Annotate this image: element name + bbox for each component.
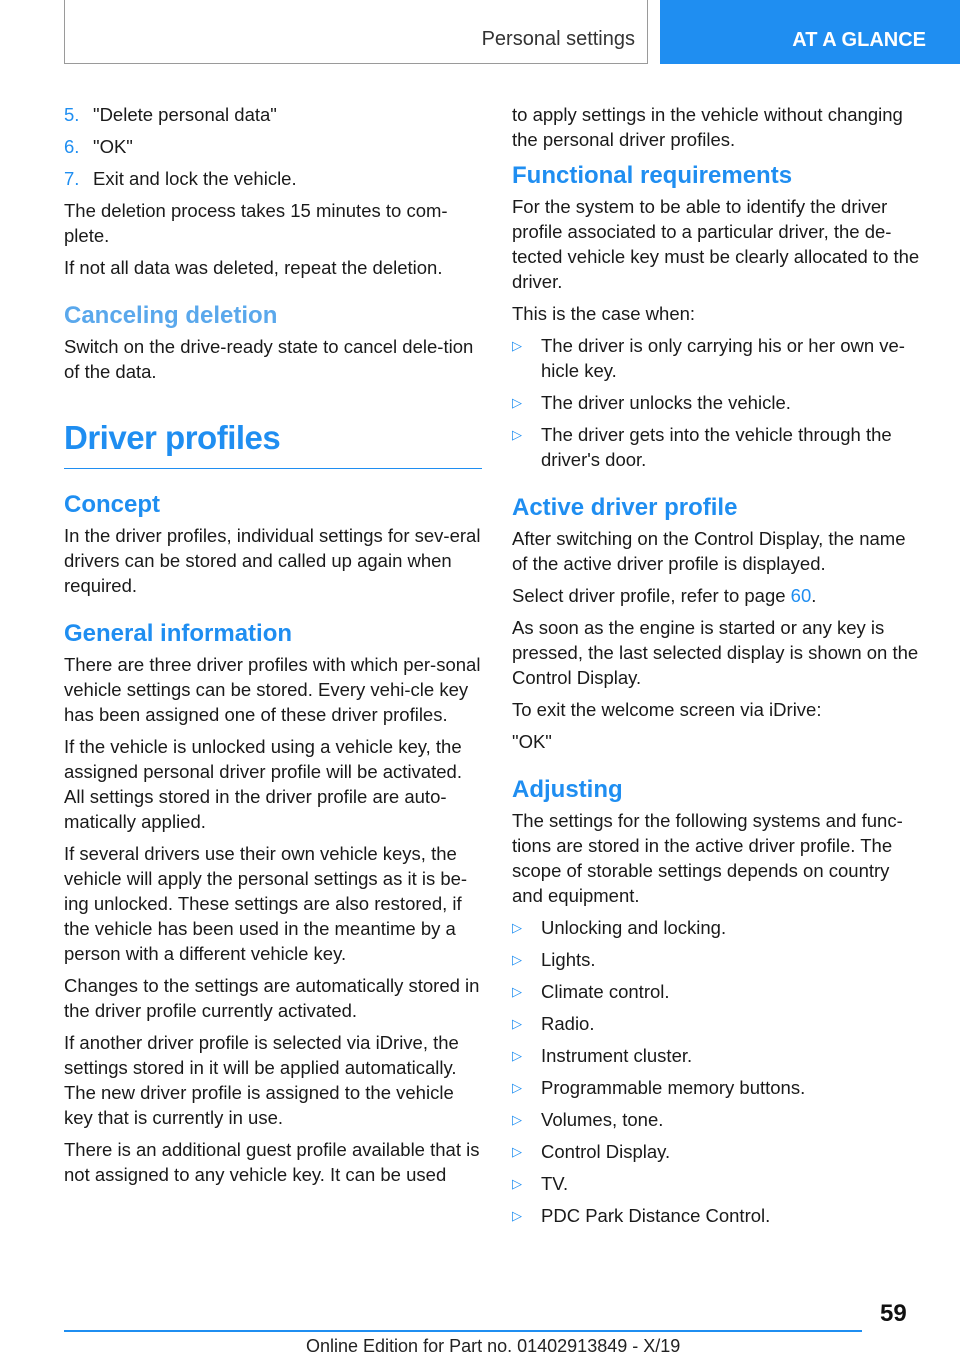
- paragraph: There is an additional guest profile available that is not assigned to any vehicle key. It can be used: [64, 1139, 480, 1185]
- triangle-bullet-icon: ▷: [512, 1144, 522, 1159]
- paragraph: If not all data was deleted, repeat the deletion.: [64, 257, 443, 278]
- paragraph: There are three driver profiles with which per‐sonal vehicle settings can be stored. Every vehi‐cle key has been assigned one of these driver profiles.: [64, 654, 481, 725]
- footer-divider: [64, 1330, 862, 1332]
- page-reference-link[interactable]: 60: [790, 585, 812, 606]
- triangle-bullet-icon: ▷: [512, 984, 522, 999]
- paragraph: If the vehicle is unlocked using a vehicle key, the assigned personal driver profile will be activated. All settings stored in the driver profile are auto‐matically applied.: [64, 736, 462, 832]
- list-item-text: The driver gets into the vehicle through the driver's door.: [541, 424, 892, 470]
- step-item: [64, 134, 482, 159]
- list-item-text: The driver is only carrying his or her own ve‐hicle key.: [541, 335, 905, 381]
- list-item-text: Volumes, tone.: [541, 1109, 664, 1130]
- paragraph: If several drivers use their own vehicle keys, the vehicle will apply the personal settings as it is be‐ing unlocked. These settings are also restored, if the vehicle has been used in the meantime by a person with a different vehicle key.: [64, 843, 468, 964]
- list-item: [512, 915, 924, 940]
- list-item: [512, 1171, 924, 1196]
- paragraph: This is the case when:: [512, 303, 696, 324]
- header-chapter-title: AT A GLANCE: [792, 29, 926, 51]
- triangle-bullet-icon: ▷: [512, 1048, 522, 1063]
- step-number: 5.: [64, 104, 80, 125]
- paragraph: To exit the welcome screen via iDrive:: [512, 699, 822, 720]
- step-text: "OK": [93, 136, 133, 157]
- triangle-bullet-icon: ▷: [512, 1176, 522, 1191]
- list-item: [512, 333, 924, 383]
- triangle-bullet-icon: ▷: [512, 1016, 522, 1031]
- list-item: [512, 1203, 924, 1228]
- triangle-bullet-icon: ▷: [512, 920, 522, 935]
- text-fragment: Select driver profile, refer to page: [512, 585, 791, 606]
- header-section-box: [64, 0, 648, 64]
- list-item: [512, 1139, 924, 1164]
- triangle-bullet-icon: ▷: [512, 427, 522, 442]
- left-column: [64, 102, 482, 1194]
- triangle-bullet-icon: ▷: [512, 395, 522, 410]
- list-item-text: Radio.: [541, 1013, 595, 1034]
- paragraph: "OK": [512, 731, 552, 752]
- paragraph: to apply settings in the vehicle without changing the personal driver profiles.: [512, 104, 903, 150]
- text-fragment: .: [811, 585, 817, 606]
- page-number: 59: [880, 1300, 907, 1327]
- step-text: Exit and lock the vehicle.: [93, 168, 297, 189]
- paragraph: Switch on the drive-ready state to cancel dele‐tion of the data.: [64, 336, 474, 382]
- list-item: [512, 1043, 924, 1068]
- functional-list: [512, 333, 924, 472]
- step-item: [64, 102, 482, 127]
- list-item: [512, 979, 924, 1004]
- triangle-bullet-icon: ▷: [512, 1112, 522, 1127]
- triangle-bullet-icon: ▷: [512, 952, 522, 967]
- list-item-text: Instrument cluster.: [541, 1045, 693, 1066]
- section-heading-general: General information: [64, 620, 293, 647]
- chapter-heading-driver-profiles: Driver profiles: [64, 418, 482, 469]
- section-heading-adjusting: Adjusting: [512, 776, 623, 803]
- section-heading-functional: Functional requirements: [512, 162, 793, 189]
- section-heading-active-profile: Active driver profile: [512, 494, 738, 521]
- list-item-text: PDC Park Distance Control.: [541, 1205, 771, 1226]
- paragraph: [512, 583, 924, 608]
- list-item: [512, 1107, 924, 1132]
- list-item-text: Unlocking and locking.: [541, 917, 727, 938]
- list-item: [512, 390, 924, 415]
- paragraph: For the system to be able to identify the driver profile associated to a particular driver, the de‐tected vehicle key must be clearly allocated to the driver.: [512, 196, 920, 292]
- list-item-text: The driver unlocks the vehicle.: [541, 392, 791, 413]
- paragraph: In the driver profiles, individual settings for sev‐eral drivers can be stored and called up again when required.: [64, 525, 481, 596]
- list-item-text: Lights.: [541, 949, 596, 970]
- step-number: 6.: [64, 136, 80, 157]
- footer-edition-text: Online Edition for Part no. 01402913849 - X/19: [306, 1336, 681, 1356]
- triangle-bullet-icon: ▷: [512, 338, 522, 353]
- triangle-bullet-icon: ▷: [512, 1208, 522, 1223]
- paragraph: The settings for the following systems and func‐tions are stored in the active driver profile. The scope of storable settings depends on country and equipment.: [512, 810, 903, 906]
- list-item: [512, 947, 924, 972]
- paragraph: If another driver profile is selected via iDrive, the settings stored in it will be applied automatically. The new driver profile is assigned to the vehicle key that is currently in use.: [64, 1032, 459, 1128]
- paragraph: The deletion process takes 15 minutes to com‐plete.: [64, 200, 448, 246]
- list-item-text: Control Display.: [541, 1141, 671, 1162]
- adjusting-list: [512, 915, 924, 1228]
- list-item: [512, 1011, 924, 1036]
- list-item: [512, 422, 924, 472]
- list-item-text: TV.: [541, 1173, 569, 1194]
- step-text: "Delete personal data": [93, 104, 277, 125]
- header-chapter-tab[interactable]: [660, 0, 960, 64]
- list-item-text: Climate control.: [541, 981, 670, 1002]
- header-section-title: Personal settings: [481, 28, 635, 50]
- section-heading-canceling: Canceling deletion: [64, 302, 278, 329]
- section-heading-concept: Concept: [64, 491, 160, 518]
- triangle-bullet-icon: ▷: [512, 1080, 522, 1095]
- paragraph: Changes to the settings are automatically stored in the driver profile currently activated.: [64, 975, 480, 1021]
- right-column: [512, 102, 924, 1235]
- list-item: [512, 1075, 924, 1100]
- paragraph: After switching on the Control Display, the name of the active driver profile is displayed.: [512, 528, 906, 574]
- step-item: [64, 166, 482, 191]
- list-item-text: Programmable memory buttons.: [541, 1077, 806, 1098]
- paragraph: As soon as the engine is started or any key is pressed, the last selected display is shown on the Control Display.: [512, 617, 919, 688]
- step-number: 7.: [64, 168, 80, 189]
